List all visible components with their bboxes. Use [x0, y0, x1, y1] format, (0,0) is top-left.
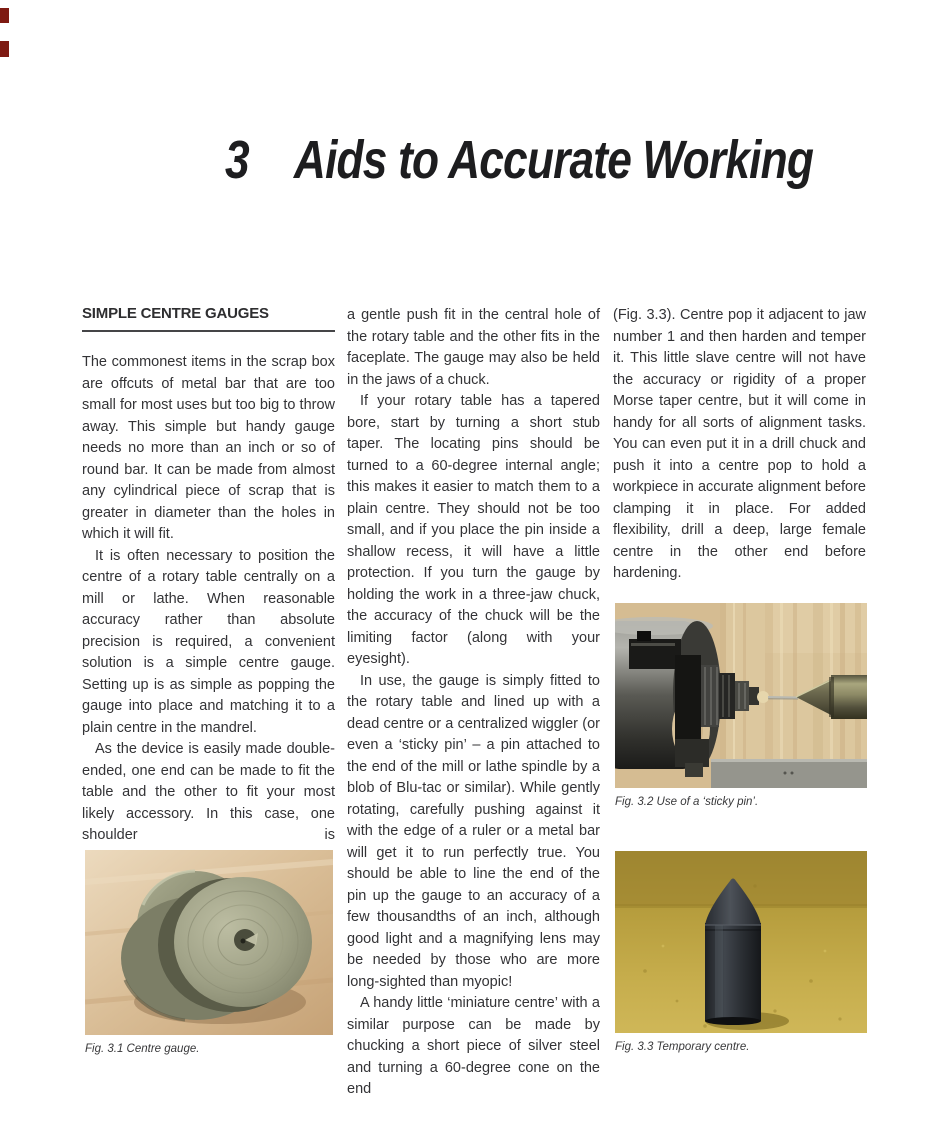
red-edge-mark-top — [0, 8, 9, 23]
chapter-number: 3 — [225, 130, 249, 190]
red-edge-mark-bottom — [0, 41, 9, 57]
section-heading: SIMPLE CENTRE GAUGES — [82, 305, 335, 332]
paragraph: A handy little ‘miniature centre’ with a similar purpose can be made by chucking a short piece of silver steel and turning a 60-degree cone on the end — [347, 995, 600, 1097]
figure-caption: Fig. 3.2 Use of a ‘sticky pin’. — [615, 796, 759, 808]
paragraph: As the device is easily made double-ended, one end can be made to fit the table and the other to fit your most likely accessory. In this case, one shoulder is — [82, 741, 335, 843]
column-3 — [613, 305, 866, 585]
column-2 — [347, 305, 600, 1101]
paragraph: It is often necessary to position the centre of a rotary table centrally on a mill or lathe. When reasonable accuracy rather than absolute precision is required, a convenient solution is a simple centre gauge. Setting up is as simple as popping the gauge into place and matching it to a plain centre in the mandrel. — [82, 547, 335, 736]
chapter-title: Aids to Accurate Working — [293, 130, 814, 190]
paragraph: a gentle push fit in the central hole of the rotary table and the other fits in the faceplate. The gauge may also be held in the jaws of a chuck. — [347, 307, 600, 388]
centre-gauge-photo — [85, 850, 333, 1035]
figure-3-1 — [85, 850, 333, 1055]
temporary-centre-photo — [615, 851, 867, 1033]
column-1 — [82, 305, 335, 847]
paragraph: The commonest items in the scrap box are offcuts of metal bar that are too small for most uses but too big to throw away. This simple but handy gauge needs no more than an inch or so of round bar. It can be made from almost any cylindrical piece of scrap that is greater in diameter than the holes in which it will fit. — [82, 354, 335, 542]
paragraph: If your rotary table has a tapered bore, start by turning a short stub taper. The locating pins should be turned to a 60-degree internal angle; this makes it easier to match them to a plain centre. They should not be too small, and if you place the pin inside a shallow recess, it will have a little protection. If you turn the gauge by holding the work in a three-jaw chuck, the accuracy of the chuck will be the limiting factor (along with your eyesight). — [347, 393, 600, 667]
sticky-pin-photo — [615, 603, 867, 788]
chapter-heading — [225, 130, 814, 190]
paragraph: In use, the gauge is simply fitted to the rotary table and lined up with a dead centre or a centralized wiggler (or even a ‘sticky pin’ – a pin attached to the end of the mill or lathe spindle by a blob of Blu-tac or similar). While gently rotating, carefully pushing against it with the edge of a ruler or a metal bar will get it to run perfectly true. You should be able to line the end of the pin up the gauge to an accuracy of a few thousandths of an inch, although good light and a magnifying lens may be needed by those who are more long-sighted than myopic! — [347, 672, 600, 990]
figure-caption: Fig. 3.3 Temporary centre. — [615, 1041, 750, 1053]
paragraph: (Fig. 3.3). Centre pop it adjacent to jaw number 1 and then harden and temper it. This little slave centre will not have the accuracy or rigidity of a proper Morse taper centre, but it will come in handy for all sorts of alignment tasks. You can even put it in a drill chuck and push it into a centre pop to hold a workpiece in accurate alignment before clamping it in place. For added flexibility, drill a deep, large female centre in the other end before hardening. — [613, 307, 866, 581]
figure-caption: Fig. 3.1 Centre gauge. — [85, 1043, 200, 1055]
figure-3-2 — [615, 603, 867, 808]
figure-3-3 — [615, 851, 867, 1053]
